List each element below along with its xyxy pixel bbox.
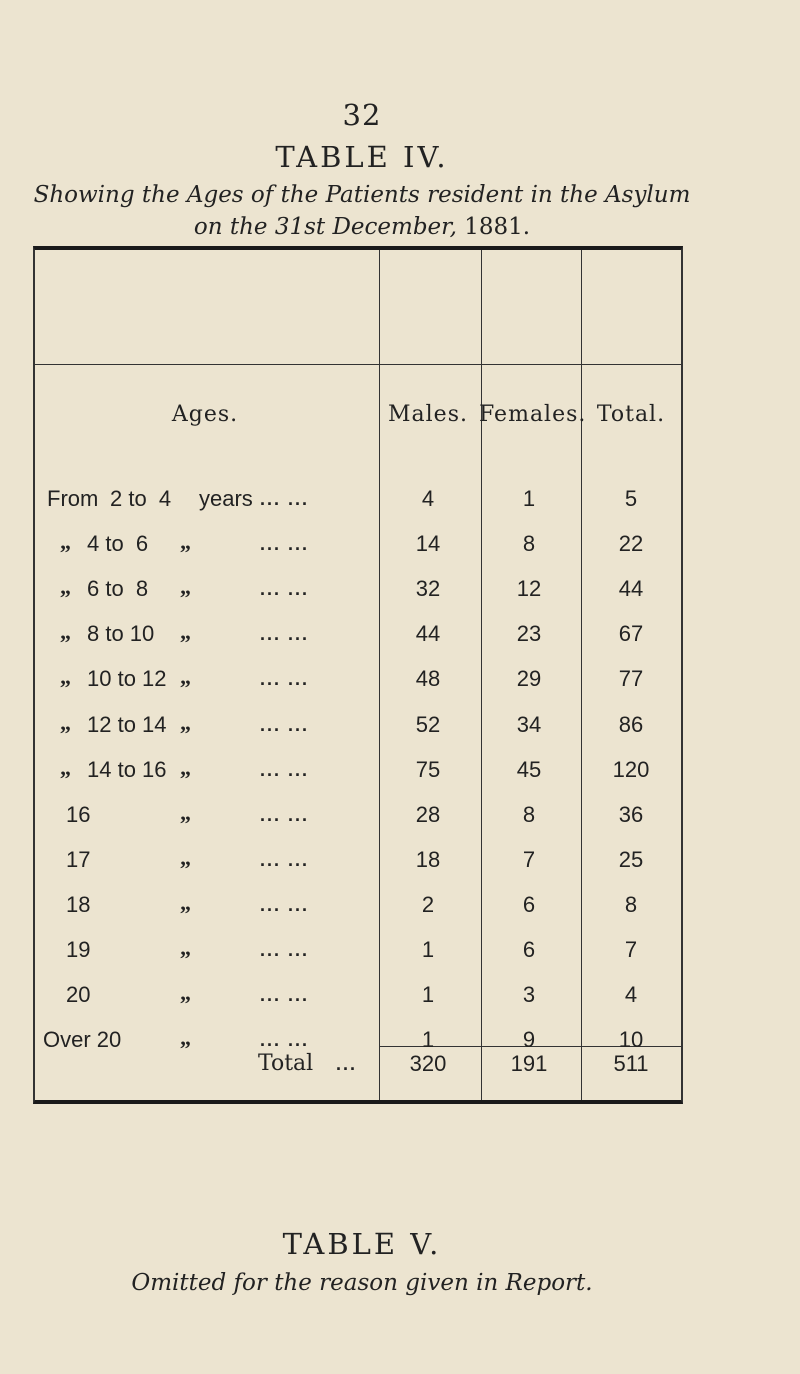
ditto-mark: „ xyxy=(60,755,71,780)
females-cell: 45 xyxy=(516,757,542,782)
leader-dots: ... ... xyxy=(260,850,310,870)
total-cell: 10 xyxy=(618,1027,644,1052)
age-range: Over 20 xyxy=(43,1027,122,1052)
males-cell: 28 xyxy=(415,802,441,827)
total-cell: 44 xyxy=(618,576,644,601)
ditto-mark: „ xyxy=(180,980,191,1005)
table-caption-line-2 xyxy=(0,214,724,240)
age-range: 14 to 16 xyxy=(87,757,167,782)
age-range: 19 xyxy=(66,937,91,962)
totals-males: 320 xyxy=(409,1051,447,1076)
ditto-mark: „ xyxy=(180,1025,191,1050)
ditto-mark: „ xyxy=(180,755,191,780)
females-cell: 9 xyxy=(522,1027,536,1052)
males-cell: 44 xyxy=(415,621,441,646)
ditto-mark: „ xyxy=(180,664,191,689)
leader-dots: ... ... xyxy=(260,760,310,780)
ditto-mark: „ xyxy=(60,529,71,554)
table-caption-line-1: Showing the Ages of the Patients resident in the Asylum xyxy=(33,182,691,208)
males-cell: 48 xyxy=(415,666,441,691)
totals-total: 511 xyxy=(613,1051,649,1076)
table-v-title: TABLE V. xyxy=(282,1227,442,1261)
total-cell: 25 xyxy=(618,847,644,872)
ditto-mark: „ xyxy=(60,619,71,644)
ditto-mark: „ xyxy=(60,710,71,735)
age-range: 4 to 6 xyxy=(87,531,149,556)
ditto-mark: „ xyxy=(180,890,191,915)
leader-dots: ... ... xyxy=(260,624,310,644)
age-range: 12 to 14 xyxy=(87,712,167,737)
females-cell: 29 xyxy=(516,666,542,691)
leader-dots: ... ... xyxy=(260,895,310,915)
age-range: 16 xyxy=(66,802,91,827)
leader-dots: ... ... xyxy=(260,940,310,960)
caption-on-the: on the xyxy=(193,214,275,240)
caption-year: 1881. xyxy=(456,214,531,240)
total-cell: 77 xyxy=(618,666,644,691)
males-cell: 52 xyxy=(415,712,441,737)
totals-label: Total xyxy=(258,1051,314,1076)
females-cell: 7 xyxy=(522,847,536,872)
ditto-mark: „ xyxy=(180,710,191,735)
ditto-mark: „ xyxy=(180,574,191,599)
leader-dots: ... ... xyxy=(260,805,310,825)
ditto-mark: „ xyxy=(180,800,191,825)
total-cell: 5 xyxy=(624,486,638,511)
females-cell: 23 xyxy=(516,621,542,646)
ditto-mark: „ xyxy=(180,845,191,870)
age-range: 6 to 8 xyxy=(87,576,149,601)
table-v-note: Omitted for the reason given in Report. xyxy=(131,1270,593,1296)
females-cell: 3 xyxy=(522,982,536,1007)
males-cell: 1 xyxy=(421,982,435,1007)
age-range: 2 to 4 xyxy=(110,486,172,511)
age-range: 20 xyxy=(66,982,91,1007)
males-cell: 32 xyxy=(415,576,441,601)
females-cell: 1 xyxy=(522,486,536,511)
total-cell: 8 xyxy=(624,892,638,917)
males-cell: 2 xyxy=(421,892,435,917)
age-range: 10 to 12 xyxy=(87,666,167,691)
page-number: 32 xyxy=(342,98,382,132)
leader-dots: ... ... xyxy=(260,534,310,554)
females-cell: 34 xyxy=(516,712,542,737)
total-cell: 4 xyxy=(624,982,638,1007)
ditto-mark: „ xyxy=(180,619,191,644)
table-title: TABLE IV. xyxy=(275,140,449,174)
header-total: Total. xyxy=(596,402,666,427)
males-cell: 4 xyxy=(421,486,435,511)
females-cell: 6 xyxy=(522,892,536,917)
ditto-mark: „ xyxy=(180,935,191,960)
ditto-mark: „ xyxy=(60,664,71,689)
total-cell: 22 xyxy=(618,531,644,556)
total-cell: 120 xyxy=(612,757,650,782)
females-cell: 12 xyxy=(516,576,542,601)
leader-dots: ... ... xyxy=(260,489,310,509)
totals-females: 191 xyxy=(510,1051,548,1076)
header-females: Females. xyxy=(479,402,587,427)
ditto-mark: „ xyxy=(180,529,191,554)
leader-dots: ... ... xyxy=(260,1030,310,1050)
females-cell: 8 xyxy=(522,531,536,556)
females-cell: 6 xyxy=(522,937,536,962)
header-ages: Ages. xyxy=(171,402,239,427)
age-range: 8 to 10 xyxy=(87,621,155,646)
age-range: 18 xyxy=(66,892,91,917)
leader-dots: ... ... xyxy=(260,985,310,1005)
header-rule xyxy=(35,364,681,365)
age-prefix: From xyxy=(47,486,99,511)
males-cell: 14 xyxy=(415,531,441,556)
totals-leader-dots: ... xyxy=(336,1054,358,1074)
males-cell: 1 xyxy=(421,1027,435,1052)
males-cell: 75 xyxy=(415,757,441,782)
age-unit: years xyxy=(199,486,253,511)
males-cell: 1 xyxy=(421,937,435,962)
total-cell: 36 xyxy=(618,802,644,827)
males-cell: 18 xyxy=(415,847,441,872)
leader-dots: ... ... xyxy=(260,579,310,599)
females-cell: 8 xyxy=(522,802,536,827)
header-males: Males. xyxy=(388,402,468,427)
ditto-mark: „ xyxy=(60,574,71,599)
total-cell: 67 xyxy=(618,621,644,646)
age-range: 17 xyxy=(66,847,91,872)
leader-dots: ... ... xyxy=(260,669,310,689)
total-cell: 7 xyxy=(624,937,638,962)
caption-date: 31st December, xyxy=(274,214,457,240)
total-cell: 86 xyxy=(618,712,644,737)
leader-dots: ... ... xyxy=(260,715,310,735)
